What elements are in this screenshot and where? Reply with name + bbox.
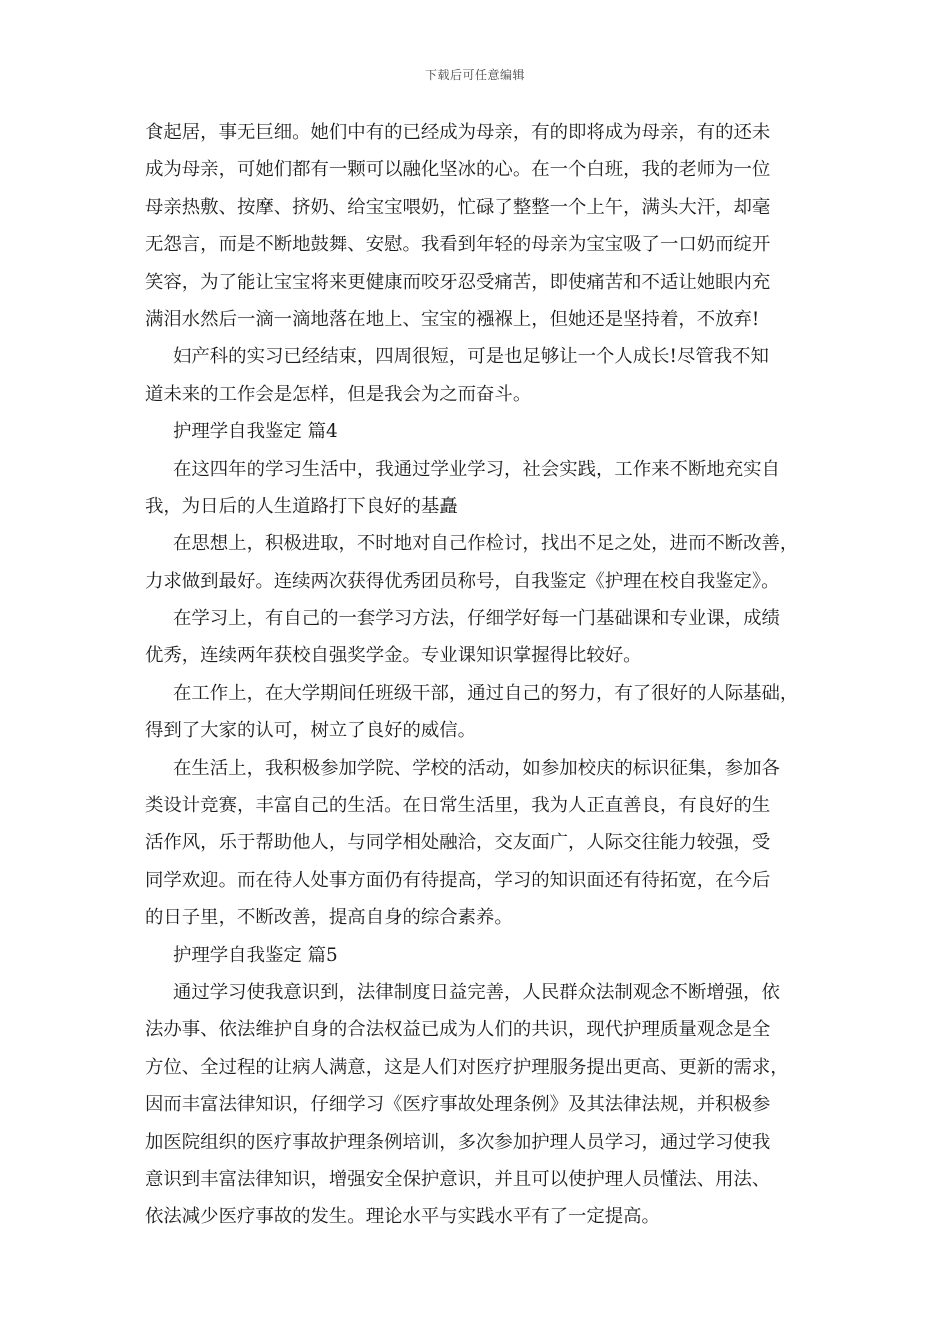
text-line: 我，为日后的人生道路打下良好的基矗 (145, 495, 458, 517)
text-line: 活作风，乐于帮助他人，与同学相处融洽，交友面广，人际交往能力较强，受 (145, 832, 771, 854)
text-line: 食起居，事无巨细。她们中有的已经成为母亲，有的即将成为母亲，有的还未 (145, 122, 771, 143)
text-line: 道未来的工作会是怎样，但是我会为之而奋斗。 (145, 383, 532, 405)
text-line: 笑容，为了能让宝宝将来更健康而咬牙忍受痛苦，即使痛苦和不适让她眼内充 (145, 271, 771, 293)
text-line: 在思想上，积极进取，不时地对自己作检讨，找出不足之处，进而不断改善， (173, 533, 799, 555)
page-header: 下载后可任意编辑 (424, 68, 525, 82)
text-line: 优秀，连续两年获校自强奖学金。专业课知识掌握得比较好。 (145, 645, 642, 667)
text-line: 在这四年的学习生活中，我通过学业学习，社会实践，工作来不断地充实自 (173, 458, 780, 480)
text-line: 妇产科的实习已经结束，四周很短，可是也足够让一个人成长!尽管我不知 (173, 346, 769, 368)
text-line: 得到了大家的认可，树立了良好的威信。 (145, 720, 477, 742)
document-body (145, 114, 825, 1236)
text-line: 的日子里，不断改善，提高自身的综合素养。 (145, 907, 513, 929)
text-line: 无怨言，而是不断地鼓舞、安慰。我看到年轻的母亲为宝宝吸了一口奶而绽开 (145, 234, 771, 256)
text-line: 在学习上，有自己的一套学习方法，仔细学好每一门基础课和专业课，成绩 (173, 608, 780, 630)
text-line: 加医院组织的医疗事故护理条例培训，多次参加护理人员学习，通过学习使我 (145, 1131, 771, 1153)
section-heading: 护理学自我鉴定 篇5 (173, 944, 338, 966)
text-line: 成为母亲，可她们都有一颗可以融化坚冰的心。在一个白班，我的老师为一位 (145, 159, 771, 181)
text-line: 满泪水然后一滴一滴地落在地上、宝宝的襁褓上，但她还是坚持着，不放弃! (145, 308, 760, 330)
section-heading: 护理学自我鉴定 篇4 (173, 421, 338, 443)
text-line: 因而丰富法律知识，仔细学习《医疗事故处理条例》及其法律法规，并积极参 (145, 1094, 771, 1116)
text-line: 方位、全过程的让病人满意，这是人们对医疗护理服务提出更高、更新的需求， (145, 1056, 789, 1078)
text-line: 通过学习使我意识到，法律制度日益完善，人民群众法制观念不断增强，依 (173, 981, 780, 1003)
text-line: 同学欢迎。而在待人处事方面仍有待提高，学习的知识面还有待拓宽，在今后 (145, 869, 771, 891)
text-line: 依法减少医疗事故的发生。理论水平与实践水平有了一定提高。 (145, 1206, 660, 1228)
text-line: 类设计竞赛，丰富自己的生活。在日常生活里，我为人正直善良，有良好的生 (145, 795, 771, 817)
text-line: 在生活上，我积极参加学院、学校的活动，如参加校庆的标识征集，参加各 (173, 757, 780, 779)
text-line: 力求做到最好。连续两次获得优秀团员称号，自我鉴定《护理在校自我鉴定》。 (145, 570, 780, 592)
text-line: 母亲热敷、按摩、挤奶、给宝宝喂奶，忙碌了整整一个上午，满头大汗，却毫 (145, 196, 771, 218)
text-line: 意识到丰富法律知识，增强安全保护意识，并且可以使护理人员懂法、用法、 (145, 1168, 771, 1190)
text-line: 法办事、依法维护自身的合法权益已成为人们的共识，现代护理质量观念是全 (145, 1019, 771, 1041)
text-line: 在工作上，在大学期间任班级干部，通过自己的努力，有了很好的人际基础， (173, 682, 799, 704)
